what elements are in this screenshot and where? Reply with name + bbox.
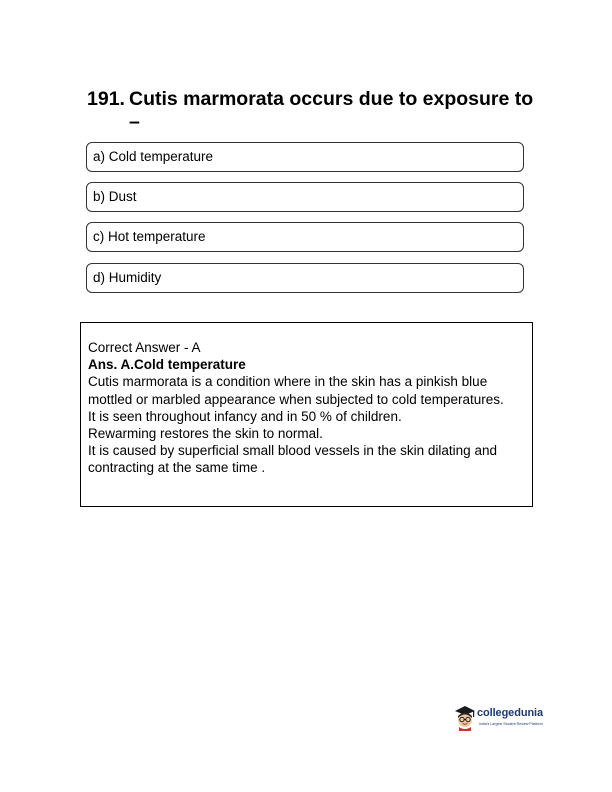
option-b[interactable]: b) Dust: [86, 182, 524, 212]
explanation-line: It is seen throughout infancy and in 50 % of children.: [88, 408, 402, 424]
option-d[interactable]: d) Humidity: [86, 263, 524, 293]
question-text: Cutis marmorata occurs due to exposure to –: [129, 88, 534, 133]
question-number: 191.: [87, 88, 125, 110]
graduate-mascot-icon: [453, 705, 477, 731]
question-heading: [87, 88, 537, 134]
option-a[interactable]: a) Cold temperature: [86, 142, 524, 172]
logo-tagline: India's Largest Student Review Platform: [479, 722, 543, 726]
answer-title: Ans. A.Cold temperature: [88, 357, 246, 373]
logo-wordmark: collegedunia: [477, 707, 544, 719]
explanation-line: Rewarming restores the skin to normal.: [88, 426, 323, 442]
explanation-line: Cutis marmorata is a condition where in the skin has a pinkish blue mottled or marbled appearance when subjected to cold temperatures.: [88, 374, 504, 407]
correct-answer-line: Correct Answer - A: [88, 340, 201, 355]
option-c[interactable]: c) Hot temperature: [86, 222, 524, 252]
explanation-line: It is caused by superficial small blood vessels in the skin dilating and contracting at the same time .: [88, 443, 497, 476]
answer-explanation-box: [80, 322, 533, 507]
collegedunia-logo: [453, 705, 563, 733]
